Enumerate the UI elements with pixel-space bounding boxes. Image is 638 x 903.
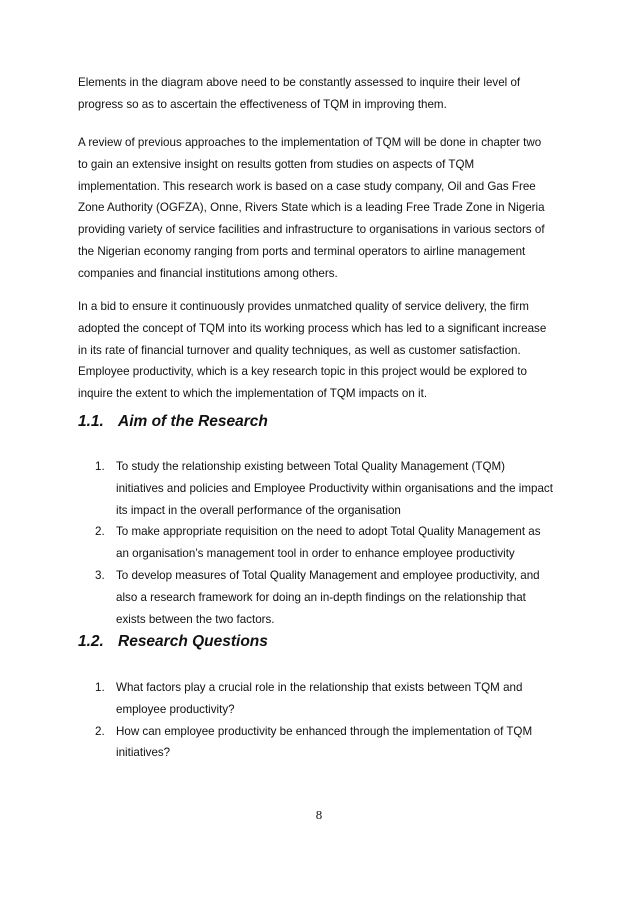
text-line: To study the relationship existing between Total Quality Management (TQM) [116,460,506,473]
research-questions-list [95,677,565,764]
list-item [95,565,565,630]
text-line: In a bid to ensure it continuously provides unmatched quality of service delivery, the firm [78,300,529,313]
text-line: Zone Authority (OGFZA), Onne, Rivers State which is a leading Free Trade Zone in Nigeria [78,201,545,215]
text-line: to gain an extensive insight on results gotten from studies on aspects of TQM [78,157,475,171]
text-line: Employee productivity, which is a key research topic in this project would be explored to [78,365,527,379]
list-item [95,721,565,765]
list-marker: 3. [95,568,105,582]
section-title: Research Questions [118,633,268,650]
text-line: companies and financial institutions among others. [78,266,338,280]
text-line: A review of previous approaches to the implementation of TQM will be done in chapter two [78,136,542,149]
list-marker: 1. [95,460,105,473]
list-item [95,521,565,565]
paragraph-literature-review [78,132,560,285]
section-number: 1.2. [78,633,104,650]
text-line: the Nigerian economy ranging from ports and terminal operators to airline management [78,244,526,258]
text-line: its impact in the overall performance of the organisation [116,503,401,517]
section-title: Aim of the Research [118,413,268,430]
text-line: also a research framework for doing an in-depth findings on the relationship that [116,590,526,604]
section-heading-aim [78,413,268,431]
section-heading-research-questions [78,633,268,651]
paragraph-diagram-assessment [78,72,560,116]
section-number: 1.1. [78,413,104,430]
list-marker: 2. [95,525,105,539]
list-marker: 2. [95,724,105,738]
text-line: adopted the concept of TQM into its working process which has led to a significant increase [78,321,547,335]
list-item [95,677,565,721]
page-number: 8 [315,809,323,822]
text-line: in its rate of financial turnover and quality techniques, as well as customer satisfaction. [78,343,521,357]
list-item [95,456,565,521]
text-line: initiatives and policies and Employee Productivity within organisations and the impact [116,481,553,495]
text-line: progress so as to ascertain the effectiveness of TQM in improving them. [78,97,447,111]
text-line: implementation. This research work is based on a case study company, Oil and Gas Free [78,179,536,193]
aim-list [95,456,565,630]
text-line: What factors play a crucial role in the relationship that exists between TQM and [116,681,523,694]
text-line: employee productivity? [116,702,235,716]
paragraph-firm-tqm-adoption [78,296,560,405]
text-line: To develop measures of Total Quality Management and employee productivity, and [116,568,540,582]
text-line: Elements in the diagram above need to be constantly assessed to inquire their level of [78,76,521,89]
list-marker: 1. [95,681,105,694]
text-line: initiatives? [116,746,171,760]
text-line: How can employee productivity be enhanced through the implementation of TQM [116,724,533,738]
text-line: inquire the extent to which the implementation of TQM impacts on it. [78,387,428,401]
text-line: exists between the two factors. [116,612,275,626]
text-line: providing variety of service facilities and infrastructure to organisations in various sectors of [78,223,545,237]
text-line: an organisation’s management tool in order to enhance employee productivity [116,547,515,561]
text-line: To make appropriate requisition on the need to adopt Total Quality Management as [116,525,541,539]
